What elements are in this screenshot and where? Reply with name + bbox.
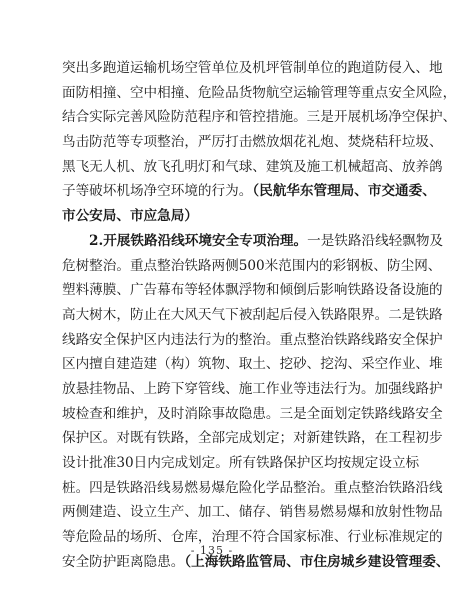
text-line	[62, 476, 443, 501]
text-line	[62, 105, 456, 130]
text-segment: 保护区。对既有铁路，全部完成划定；对新建铁路，在工程初步	[62, 430, 443, 447]
text-line	[62, 254, 442, 279]
text-segment: 放悬挂物品、上跨下穿管线、施工作业等违法行为。加强线路护	[62, 380, 443, 397]
text-line	[62, 155, 443, 180]
text-segment: 等危险品的场所、仓库，治理不符合国家标准、行业标准规定的	[62, 529, 443, 546]
text-segment: 塑料薄膜、广告幕布等轻体飘浮物和倾倒后影响铁路设备设施的	[62, 282, 443, 299]
text-segment: 鸟击防范等专项整治，严厉打击燃放烟花礼炮、焚烧秸秆垃圾、	[62, 134, 443, 151]
bold-text-segment: 市公安局、市应急局）	[62, 208, 198, 225]
text-segment: 设计批准30日内完成划定。所有铁路保护区均按规定设立标	[62, 455, 420, 471]
text-segment: 两侧建造、设立生产、加工、储存、销售易燃易爆和放射性物品	[62, 504, 443, 521]
text-segment: 子等破坏机场净空环境的行为。	[62, 183, 253, 200]
text-line	[62, 328, 443, 353]
text-line	[62, 500, 443, 525]
text-segment: 一是铁路沿线轻飘物及	[307, 232, 444, 249]
text-line	[62, 229, 444, 254]
text-line	[62, 130, 443, 155]
text-segment: 高大树木，防止在大风天气下被刮起后侵入铁路限界。二是铁路	[62, 306, 443, 323]
text-segment: 危树整治。重点整治铁路两侧500米范围内的彩钢板、防尘网、	[62, 257, 442, 274]
text-line	[62, 352, 443, 377]
body-text	[62, 56, 456, 574]
text-line	[62, 303, 443, 328]
text-line	[62, 402, 443, 427]
text-segment: 突出多跑道运输机场空管单位及机坪管制单位的跑道防侵入、地	[62, 60, 443, 76]
text-line	[62, 426, 443, 451]
text-segment: 面防相撞、空中相撞、危险品货物航空运输管理等重点安全风险，	[62, 84, 456, 101]
text-segment: 结合实际完善风险防范程序和管控措施。三是开展机场净空保护、	[62, 109, 456, 126]
text-line	[62, 204, 366, 229]
text-line	[62, 56, 443, 81]
text-line	[62, 179, 436, 204]
text-line	[62, 278, 443, 303]
text-line	[62, 81, 456, 106]
text-segment: 安全防护距离隐患。	[62, 553, 185, 570]
bold-text-segment: 2.开展铁路沿线环境安全专项治理。	[89, 232, 308, 249]
bold-text-segment: （民航华东管理局、市交通委、	[252, 183, 436, 200]
text-segment: 线路安全保护区内违法行为的整治。重点整治铁路线路安全保护	[62, 331, 443, 348]
text-segment: 坡检查和维护，及时消除事故隐患。三是全面划定铁路线路安全	[62, 405, 443, 422]
text-segment: 区内擅自建造建（构）筑物、取土、挖砂、挖沟、采空作业、堆	[62, 356, 443, 373]
page-number: - 135 -	[190, 544, 234, 557]
text-segment: 桩。四是铁路沿线易燃易爆危险化学品整治。重点整治铁路沿线	[62, 479, 443, 496]
text-segment: 黑飞无人机、放飞孔明灯和气球、建筑及施工机械超高、放养鸽	[62, 158, 443, 175]
bold-text-segment: （上海铁路监管局、市住房城乡建设管理委、	[184, 553, 450, 570]
text-line	[62, 451, 420, 476]
text-line	[62, 377, 443, 402]
